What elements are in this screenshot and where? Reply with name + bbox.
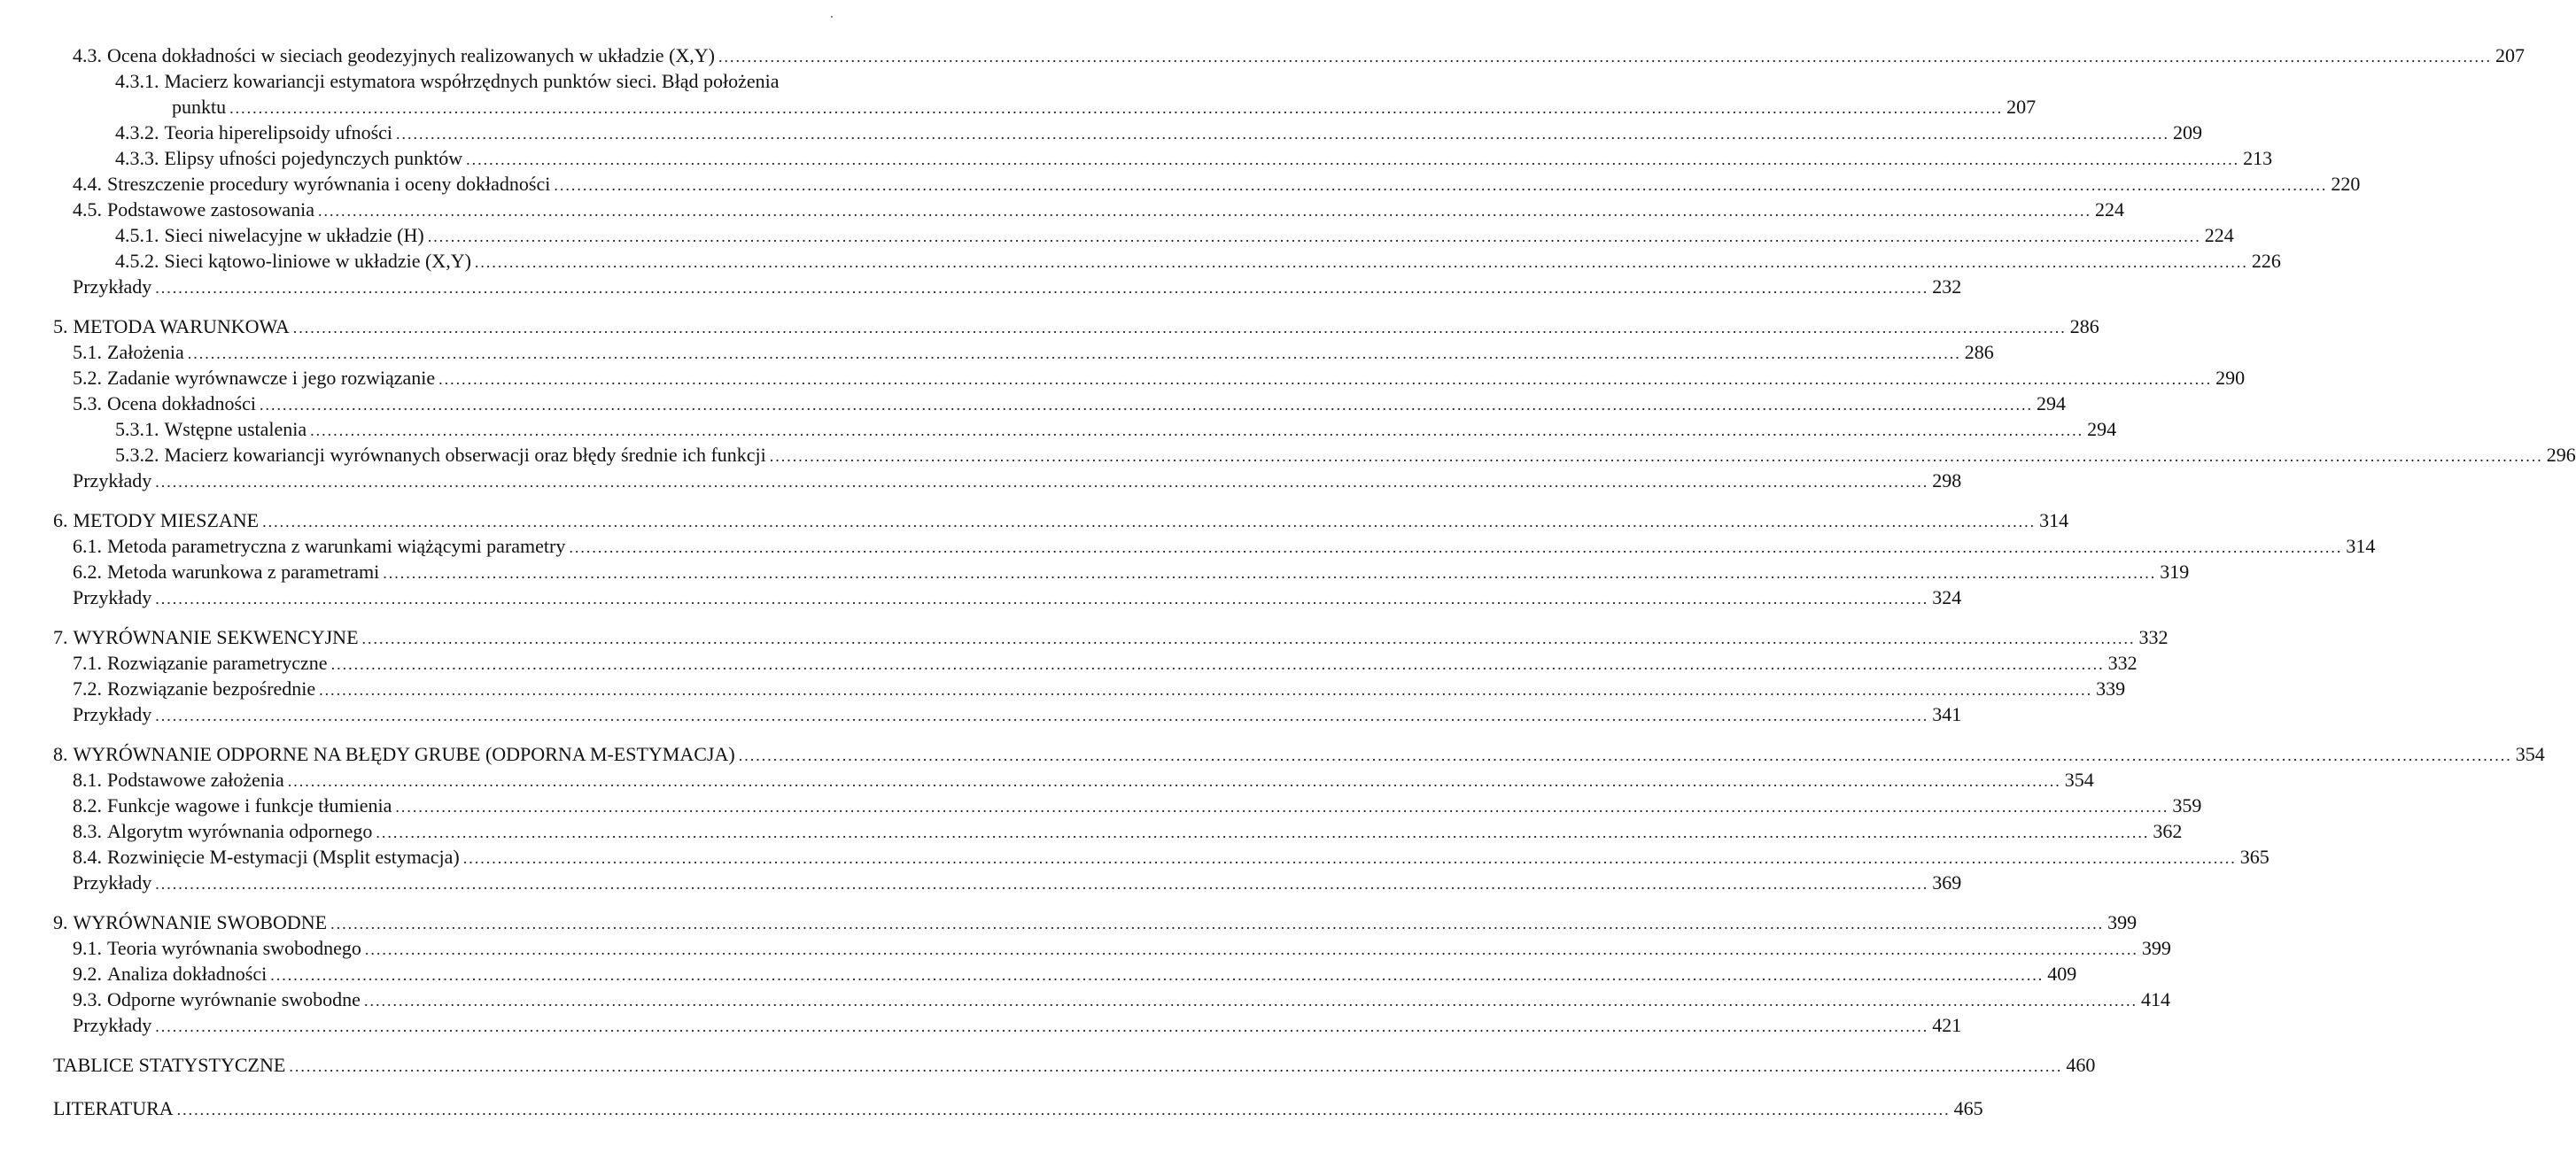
toc-entry-title: Metoda parametryczna z warunkami wiążącymi parametry [107, 535, 566, 557]
toc-entry-title: Założenia [107, 341, 184, 363]
toc-entry-title-group [73, 987, 361, 1012]
toc-entry[interactable] [53, 793, 2202, 818]
toc-entry-title-group [73, 1012, 151, 1038]
toc-entry[interactable] [53, 339, 1994, 365]
dot-leader [428, 224, 2201, 250]
dot-leader [177, 1097, 1951, 1123]
toc-entry-number: 7.2. [73, 677, 102, 700]
toc-entry-title-group [73, 43, 715, 68]
toc-entry-title-group [73, 961, 267, 987]
dot-leader [289, 1054, 2062, 1079]
toc-entry-page-number: 290 [2215, 367, 2246, 389]
dot-leader [155, 1014, 1928, 1040]
toc-entry-title: Metoda warunkowa z parametrami [107, 561, 380, 583]
table-of-contents [53, 43, 2576, 1121]
dot-leader [288, 769, 2061, 794]
toc-entry-title: WYRÓWNANIE ODPORNE NA BŁĘDY GRUBE (ODPORNA M-ESTYMACJA) [73, 743, 735, 765]
toc-entry-page-number: 324 [1932, 586, 1962, 608]
dot-leader [365, 937, 2138, 963]
toc-entry[interactable] [53, 468, 1962, 493]
toc-entry-number: 5. [53, 315, 68, 337]
dot-leader [330, 911, 2104, 937]
toc-entry-title-group [73, 701, 151, 727]
toc-entry-title: Rozwinięcie M-estymacji (Msplit estymacja) [107, 846, 460, 868]
toc-entry-title: Rozwiązanie parametryczne [107, 652, 328, 674]
toc-entry-page-number: 339 [2096, 677, 2126, 700]
toc-entry-page-number: 298 [1932, 469, 1962, 491]
toc-chapter-entry[interactable] [53, 909, 2138, 935]
toc-entry-page-number: 465 [1953, 1097, 1983, 1119]
dot-leader [569, 535, 2342, 561]
toc-entry-title-group [73, 197, 314, 222]
dot-leader [395, 794, 2169, 820]
toc-entry[interactable] [53, 171, 2361, 197]
toc-entry-title-group [73, 650, 328, 676]
toc-entry[interactable] [53, 416, 2117, 442]
toc-entry-number: 9.1. [73, 937, 102, 959]
toc-entry[interactable] [53, 274, 1962, 299]
toc-entry-number: 6.1. [73, 535, 102, 557]
dot-leader [475, 250, 2248, 275]
toc-entry-page-number: 354 [2064, 769, 2094, 791]
toc-chapter-entry[interactable] [53, 1052, 2096, 1078]
toc-entry-title: Przykłady [73, 871, 152, 894]
toc-entry-title-group [73, 365, 435, 391]
toc-entry[interactable] [53, 961, 2077, 987]
toc-entry[interactable] [53, 767, 2094, 793]
toc-entry-title: Sieci niwelacyjne w układzie (H) [164, 224, 424, 246]
dot-leader [260, 392, 2033, 418]
toc-chapter-entry[interactable] [53, 313, 2099, 339]
toc-entry-number: 9. [53, 911, 68, 933]
toc-entry-title: Algorytm wyrównania odpornego [107, 820, 373, 842]
toc-entry-page-number: 314 [2039, 509, 2069, 531]
toc-entry-title-group [73, 391, 256, 416]
toc-entry-page-number: 207 [2495, 44, 2525, 66]
toc-entry-number: 8.1. [73, 769, 102, 791]
toc-entry[interactable] [53, 676, 2126, 701]
dot-leader [310, 418, 2083, 444]
dot-leader [155, 703, 1928, 729]
toc-entry-title: Macierz kowariancji wyrównanych obserwacji oraz błędy średnie ich funkcji [164, 444, 766, 466]
toc-entry-title-group [73, 793, 392, 818]
toc-entry-title-group [115, 145, 462, 171]
toc-entry-title: Zadanie wyrównawcze i jego rozwiązanie [107, 367, 436, 389]
toc-entry-title-group [73, 274, 151, 299]
toc-entry[interactable] [53, 43, 2525, 68]
toc-entry-page-number: 220 [2331, 173, 2361, 195]
toc-entry-page-number: 421 [1932, 1014, 1962, 1036]
toc-entry-page-number: 362 [2153, 820, 2183, 842]
toc-entry-title: Przykłady [73, 469, 152, 491]
dot-leader [463, 846, 2237, 871]
dot-leader [229, 96, 2003, 121]
toc-entry-title-group [53, 741, 735, 767]
toc-entry-title-group [73, 584, 151, 610]
toc-entry-page-number: 460 [2066, 1054, 2096, 1076]
toc-entry-page-number: 414 [2140, 988, 2170, 1010]
toc-entry-title-group [172, 94, 226, 120]
toc-entry-number: 8.2. [73, 794, 102, 816]
dot-leader [270, 963, 2044, 988]
toc-entry-page-number: 294 [2037, 392, 2066, 414]
toc-entry-number: 4.3. [73, 44, 102, 66]
toc-entry[interactable] [53, 145, 2273, 171]
toc-entry-title: WYRÓWNANIE SEKWENCYJNE [73, 626, 359, 648]
toc-chapter-entry[interactable] [53, 1095, 1983, 1121]
toc-entry[interactable] [53, 584, 1962, 610]
toc-entry-title: Elipsy ufności pojedynczych punktów [164, 147, 463, 169]
toc-entry-number: 7. [53, 626, 68, 648]
toc-entry-heading-line [53, 68, 935, 94]
toc-entry-page-number: 341 [1932, 703, 1962, 725]
toc-entry-page-number: 224 [2095, 198, 2125, 221]
toc-entry-title-group [73, 818, 372, 844]
toc-entry-page-number: 213 [2243, 147, 2273, 169]
toc-entry[interactable] [53, 701, 1962, 727]
dot-leader [438, 367, 2212, 392]
dot-leader [155, 871, 1928, 897]
toc-entry-title-group [53, 1052, 285, 1078]
toc-entry-page-number: 359 [2172, 794, 2202, 816]
toc-chapter-entry[interactable] [53, 624, 2169, 650]
toc-entry-title: Rozwiązanie bezpośrednie [107, 677, 316, 700]
toc-entry[interactable] [53, 197, 2125, 222]
toc-entry-title-group [53, 313, 290, 339]
toc-entry-number: 9.2. [73, 963, 102, 985]
toc-entry-number: 4.5.2. [115, 250, 159, 272]
toc-entry-title-group [115, 222, 424, 248]
toc-entry[interactable] [53, 650, 2138, 676]
toc-entry-title: WYRÓWNANIE SWOBODNE [73, 911, 328, 933]
toc-entry-title: Przykłady [73, 703, 152, 725]
toc-entry-title-group [115, 442, 766, 468]
toc-entry-number: 8.4. [73, 846, 102, 868]
toc-entry-number: 4.5.1. [115, 224, 159, 246]
dot-leader [376, 820, 2149, 846]
toc-entry-title: Odporne wyrównanie swobodne [107, 988, 361, 1010]
toc-entry-number: 4.3.2. [115, 121, 159, 143]
toc-entry-number: 5.3.1. [115, 418, 159, 440]
toc-entry-title-group [73, 676, 315, 701]
toc-entry-title: Podstawowe założenia [107, 769, 284, 791]
toc-entry[interactable] [53, 391, 2066, 416]
dot-leader [364, 988, 2138, 1014]
toc-entry-page-number: 332 [2138, 626, 2169, 648]
toc-entry-title: METODA WARUNKOWA [73, 315, 290, 337]
toc-entry-title-group [73, 533, 565, 559]
toc-entry-page-number: 286 [1964, 341, 1994, 363]
dot-leader [262, 509, 2036, 535]
toc-entry-title-group [53, 624, 359, 650]
dot-leader [739, 743, 2512, 769]
toc-entry-number: 7.1. [73, 652, 102, 674]
toc-entry-number: 5.3. [73, 392, 102, 414]
toc-entry-title: LITERATURA [53, 1097, 174, 1119]
toc-entry-title: Przykłady [73, 275, 152, 298]
toc-entry[interactable] [53, 442, 2576, 468]
toc-entry-number: 8.3. [73, 820, 102, 842]
dot-leader [396, 121, 2169, 147]
toc-entry-title-group [73, 559, 379, 584]
toc-chapter-entry[interactable] [53, 741, 2545, 767]
toc-entry[interactable] [53, 248, 2281, 274]
dot-leader [319, 677, 2092, 703]
toc-entry-title-group [115, 248, 471, 274]
toc-entry-title-group [73, 171, 550, 197]
toc-entry-page-number: 294 [2087, 418, 2117, 440]
toc-entry-number: 5.3.2. [115, 444, 159, 466]
toc-entry-title: Wstępne ustalenia [164, 418, 307, 440]
toc-entry-title: punktu [172, 96, 227, 118]
toc-entry-title: Przykłady [73, 586, 152, 608]
dot-leader [155, 275, 1928, 301]
toc-entry-title-group [73, 767, 284, 793]
toc-entry-title-group [73, 935, 361, 961]
toc-chapter-entry[interactable] [53, 507, 2069, 533]
toc-entry[interactable] [53, 818, 2183, 844]
toc-entry[interactable] [53, 870, 1962, 895]
toc-entry-number: 6.2. [73, 561, 102, 583]
toc-entry-title-group [73, 339, 184, 365]
toc-entry-title-group [73, 870, 151, 895]
toc-entry-title-group [53, 1095, 174, 1121]
toc-entry-page-number: 369 [1932, 871, 1962, 894]
toc-entry[interactable] [53, 987, 2170, 1012]
toc-entry-page-number: 332 [2107, 652, 2138, 674]
toc-entry-page-number: 314 [2346, 535, 2376, 557]
toc-entry-page-number: 296 [2546, 444, 2576, 466]
toc-entry-number: 6. [53, 509, 68, 531]
toc-entry-number: 9.3. [73, 988, 102, 1010]
dot-leader [554, 173, 2327, 198]
toc-entry[interactable] [53, 1012, 1962, 1038]
toc-entry-page-number: 207 [2006, 96, 2037, 118]
toc-entry-title: Funkcje wagowe i funkcje tłumienia [107, 794, 392, 816]
toc-entry[interactable] [53, 365, 2246, 391]
toc-entry-page-number: 319 [2160, 561, 2190, 583]
toc-entry[interactable] [53, 559, 2190, 584]
toc-entry[interactable] [53, 222, 2234, 248]
dot-leader [362, 626, 2136, 652]
toc-entry-title: Teoria hiperelipsoidy ufności [164, 121, 393, 143]
toc-entry-title: Podstawowe zastosowania [107, 198, 315, 221]
toc-entry-page-number: 365 [2239, 846, 2270, 868]
toc-entry[interactable] [53, 844, 2270, 870]
dot-leader [770, 444, 2543, 469]
toc-entry-title-group [73, 844, 460, 870]
toc-entry-number: 5.2. [73, 367, 102, 389]
toc-entry-title: Macierz kowariancji estymatora współrzędnych punktów sieci. Błąd położenia [164, 70, 780, 92]
toc-entry-number: 4.3.3. [115, 147, 159, 169]
toc-entry-title: Ocena dokładności [107, 392, 256, 414]
toc-entry-title: Ocena dokładności w sieciach geodezyjnych realizowanych w układzie (X,Y) [107, 44, 715, 66]
dot-leader [318, 198, 2091, 224]
toc-entry-page-number: 286 [2069, 315, 2099, 337]
toc-entry-number: 5.1. [73, 341, 102, 363]
toc-entry-title: TABLICE STATYSTYCZNE [53, 1054, 286, 1076]
toc-entry-title-group [115, 120, 392, 145]
dot-leader [718, 44, 2492, 70]
toc-entry[interactable] [53, 94, 2037, 120]
toc-entry-title: METODY MIESZANE [73, 509, 260, 531]
toc-entry-number: 4.3.1. [115, 70, 159, 92]
dot-leader [466, 147, 2239, 173]
toc-entry-page-number: 232 [1932, 275, 1962, 298]
toc-entry[interactable] [53, 533, 2376, 559]
dot-leader [331, 652, 2105, 677]
dot-leader [188, 341, 1961, 367]
toc-entry-number: 4.5. [73, 198, 102, 221]
toc-entry-title: Przykłady [73, 1014, 152, 1036]
toc-entry-number: 8. [53, 743, 68, 765]
toc-entry-number: 4.4. [73, 173, 102, 195]
toc-entry-title: Streszczenie procedury wyrównania i oceny dokładności [107, 173, 551, 195]
toc-entry-page-number: 224 [2204, 224, 2234, 246]
scan-speck [831, 16, 833, 18]
dot-leader [155, 469, 1928, 495]
toc-entry[interactable] [53, 120, 2203, 145]
toc-entry-title: Sieci kątowo-liniowe w układzie (X,Y) [164, 250, 471, 272]
dot-leader [155, 586, 1928, 612]
toc-entry-page-number: 209 [2173, 121, 2203, 143]
toc-entry-page-number: 399 [2141, 937, 2171, 959]
toc-entry-title-group [53, 909, 327, 935]
toc-entry-title-group [53, 507, 259, 533]
toc-entry-title: Analiza dokładności [107, 963, 268, 985]
toc-entry-page-number: 354 [2515, 743, 2545, 765]
toc-entry-title-group [73, 468, 151, 493]
toc-entry-page-number: 409 [2047, 963, 2077, 985]
toc-entry-title: Teoria wyrównania swobodnego [107, 937, 361, 959]
toc-entry[interactable] [53, 935, 2171, 961]
toc-entry-page-number: 399 [2107, 911, 2138, 933]
dot-leader [293, 315, 2067, 341]
dot-leader [383, 561, 2156, 586]
toc-entry-page-number: 226 [2251, 250, 2281, 272]
toc-entry-title-group [115, 416, 306, 442]
